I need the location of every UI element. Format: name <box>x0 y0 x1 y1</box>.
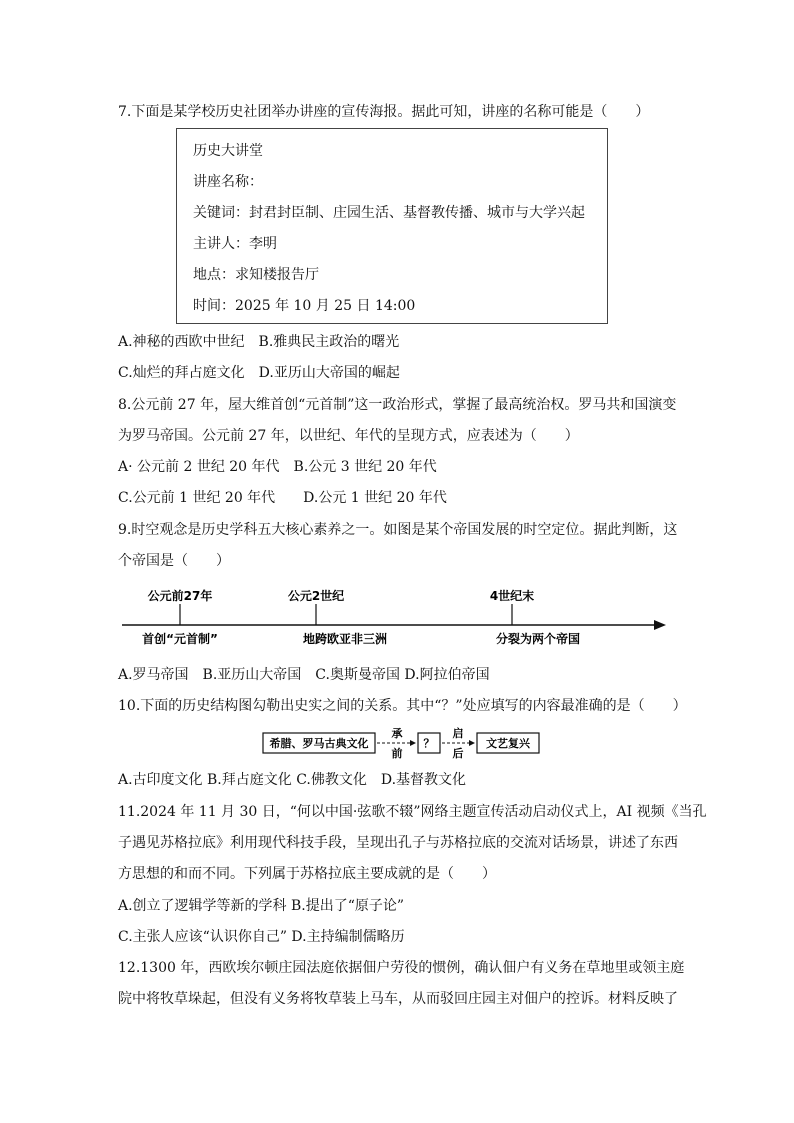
arrow-2-top-label: 启 <box>452 727 464 740</box>
lecture-poster <box>176 128 608 324</box>
q11-options-1: A.创立了逻辑学等新的学科 B.提出了“原子论” <box>118 898 405 914</box>
renaissance-label: 文艺复兴 <box>486 737 530 750</box>
q8-options-2: C.公元前 1 世纪 20 年代 D.公元 1 世纪 20 年代 <box>118 490 447 506</box>
poster-speaker: 主讲人：李明 <box>193 236 277 252</box>
q7-options-2: C.灿烂的拜占庭文化 D.亚历山大帝国的崛起 <box>118 365 400 381</box>
q11-stem-2: 子遇见苏格拉底》利用现代科技手段，呈现出孔子与苏格拉底的交流对话场景，讲述了东西 <box>118 835 678 851</box>
q11-stem-3: 方思想的和而不同。下列属于苏格拉底主要成就的是（ ） <box>118 866 496 882</box>
q8-stem-2: 为罗马帝国。公元前 27 年，以世纪、年代的呈现方式，应表述为（ ） <box>118 428 579 444</box>
q8-stem-1: 8.公元前 27 年，屋大维首创“元首制”这一政治形式，掌握了最高统治权。罗马共和国演变 <box>118 397 677 413</box>
timeline-bottom-label-1: 首创“元首制” <box>142 632 218 646</box>
q9-options: A.罗马帝国 B.亚历山大帝国 C.奥斯曼帝国 D.阿拉伯帝国 <box>118 667 490 683</box>
poster-lecture-name: 讲座名称： <box>193 174 263 190</box>
timeline-top-label-1: 公元前27年 <box>147 589 213 603</box>
q11-stem-1: 11.2024 年 11 月 30 日，“何以中国·弦歌不辍”网络主题宣传活动启动仪式上，AI 视频《当孔 <box>118 804 707 820</box>
q12-stem-1: 12.1300 年，西欧埃尔顿庄园法庭依据佃户劳役的惯例，确认佃户有义务在草地里或领主庭 <box>118 960 685 976</box>
arrow-1-top-label: 承 <box>391 727 403 740</box>
q9-stem-1: 9.时空观念是历史学科五大核心素养之一。如图是某个帝国发展的时空定位。据此判断，这 <box>118 522 678 538</box>
timeline-bottom-label-2: 地跨欧亚非三洲 <box>302 632 388 646</box>
poster-time: 时间：2025 年 10 月 25 日 14:00 <box>193 298 416 314</box>
q8-options-1: A· 公元前 2 世纪 20 年代 B.公元 3 世纪 20 年代 <box>118 459 437 475</box>
timeline-bottom-label-3: 分裂为两个帝国 <box>495 632 581 646</box>
structure-diagram <box>262 726 542 760</box>
arrow-2-bottom-label: 后 <box>452 747 464 760</box>
poster-title: 历史大讲堂 <box>193 143 263 159</box>
q7-options-1: A.神秘的西欧中世纪 B.雅典民主政治的曙光 <box>118 334 400 350</box>
q12-stem-2: 院中将牧草垛起，但没有义务将牧草装上马车，从而驳回庄园主对佃户的控诉。材料反映了 <box>118 991 678 1007</box>
q7-stem: 7.下面是某学校历史社团举办讲座的宣传海报。据此可知，讲座的名称可能是（ ） <box>118 104 650 120</box>
timeline-top-label-2: 公元2世纪 <box>287 589 345 603</box>
arrow-2-head <box>469 740 475 746</box>
arrow-1-bottom-label: 前 <box>391 747 403 760</box>
poster-keywords: 关键词：封君封臣制、庄园生活、基督教传播、城市与大学兴起 <box>193 205 585 221</box>
q10-options: A.古印度文化 B.拜占庭文化 C.佛教文化 D.基督教文化 <box>118 772 467 788</box>
unknown-label: ？ <box>423 737 435 750</box>
poster-location: 地点：求知楼报告厅 <box>193 267 319 283</box>
timeline-top-label-3: 4世纪末 <box>489 589 535 603</box>
q11-options-2: C.主张人应该“认识你自己” D.主持编制儒略历 <box>118 929 405 945</box>
q10-stem: 10.下面的历史结构图勾勒出史实之间的关系。其中“？”处应填写的内容最准确的是（ ） <box>118 698 687 714</box>
arrow-1-head <box>410 740 416 746</box>
q9-stem-2: 个帝国是（ ） <box>118 553 230 569</box>
timeline-diagram <box>118 580 678 650</box>
timeline-arrowhead <box>654 620 666 630</box>
classical-culture-label: 希腊、罗马古典文化 <box>269 737 369 750</box>
